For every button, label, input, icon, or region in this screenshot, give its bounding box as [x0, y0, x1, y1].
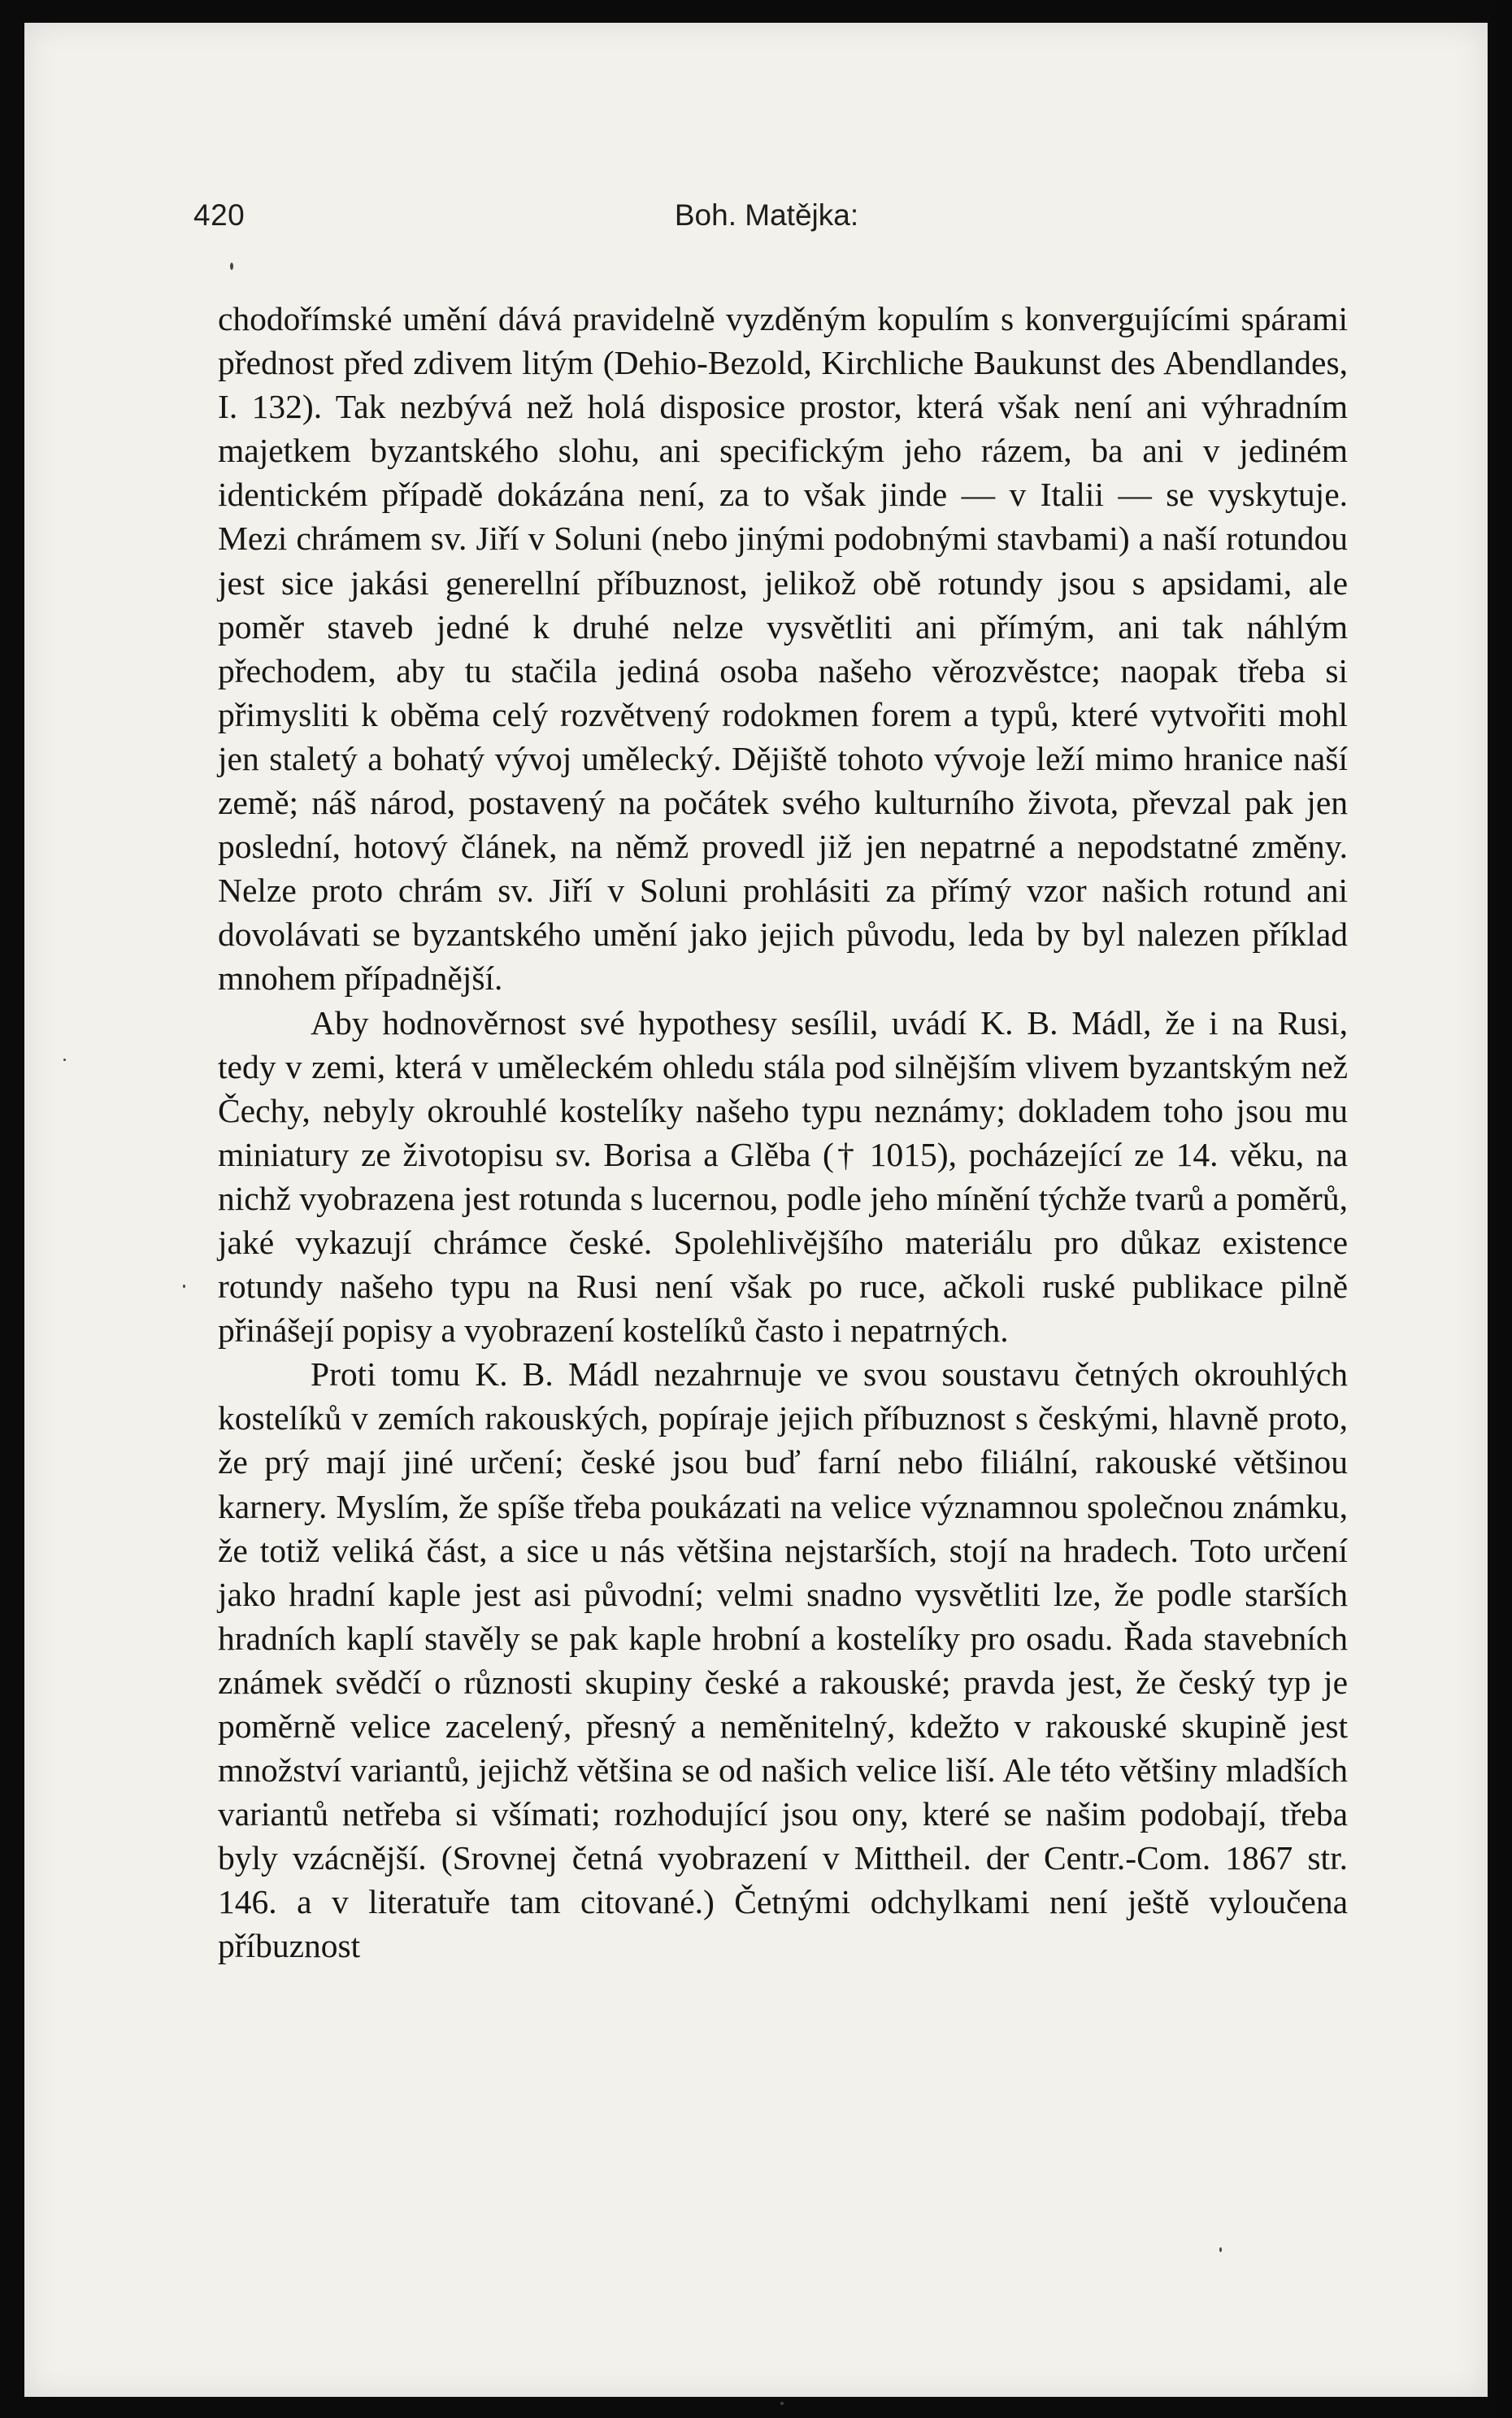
page-number: 420: [193, 198, 245, 232]
page-header: [193, 198, 1340, 247]
paragraph-2: Aby hodnověrnost své hypothesy sesílil, uvádí K. B. Mádl, že i na Rusi, tedy v zemi, která v uměleckém ohledu stála pod silnějším vlivem byzantským než Čechy, nebyly okrouhlé kostelíky našeho typu neznámy; dokladem toho jsou mu miniatury ze životopisu sv. Borisa a Glěba († 1015), pocházející ze 14. věku, na nichž vyobrazena jest rotunda s lucernou, podle jeho mínění týchže tvarů a poměrů, jaké vykazují chrámce české. Spolehlivějšího materiálu pro důkaz existence rotundy našeho typu na Rusi není však po ruce, ačkoli ruské publikace pilně přinášejí popisy a vyobrazení kostelíků často i nepatrných.: [218, 1003, 1348, 1350]
dust-speck: [230, 263, 233, 270]
dust-speck: [183, 1285, 185, 1288]
running-head: Boh. Matějka:: [674, 198, 859, 232]
paragraph-3: Proti tomu K. B. Mádl nezahrnuje ve svou soustavu četných okrouhlých kostelíků v zemích rakouských, popíraje jejich příbuznost s českými, hlavně proto, že prý mají jiné určení; české jsou buď farní nebo filiální, rakouské většinou karnery. Myslím, že spíše třeba poukázati na velice významnou společnou známku, že totiž veliká část, a sice u nás většina nejstarších, stojí na hradech. Toto určení jako hradní kaple jest asi původní; velmi snadno vysvětliti lze, že podle starších hradních kaplí stavěly se pak kaple hrobní a kostelíky pro osadu. Řada stavebních známek svědčí o různosti skupiny české a rakouské; pravda jest, že český typ je poměrně velice zacelený, přesný a neměnitelný, kdežto v rakouské skupině jest množství variantů, jejichž většina se od našich velice liší. Ale této většiny mladších variantů netřeba si všímati; rozhodující jsou ony, které se našim podobají, třeba byly vzácnější. (Srovnej četná vyobrazení v Mittheil. der Centr.-Com. 1867 str. 146. a v literatuře tam citované.) Četnými odchylkami není ještě vyloučena příbuznost: [218, 1355, 1348, 1965]
scan-edge-shadow: [1496, 0, 1512, 2418]
body-text: [218, 297, 1348, 1968]
dust-speck: [63, 1059, 66, 1061]
dust-speck: [1219, 2247, 1222, 2252]
dust-speck: [780, 2402, 784, 2405]
paragraph-1: chodořímské umění dává pravidelně vyzděným kopulím s konvergujícími spárami přednost před zdivem litým (Dehio-Bezold, Kirchliche Baukunst des Abendlandes, I. 132). Tak nezbývá než holá disposice prostor, která však není ani výhradním majetkem byzantského slohu, ani specifickým jeho rázem, ba ani v jediném identickém případě dokázána není, za to však jinde — v Italii — se vyskytuje. Mezi chrámem sv. Jiří v Soluni (nebo jinými podobnými stavbami) a naší rotundou jest sice jakási generellní příbuznost, jelikož obě rotundy jsou s apsidami, ale poměr staveb jedné k druhé nelze vysvětliti ani přímým, ani tak náhlým přechodem, aby tu stačila jediná osoba našeho věrozvěstce; naopak třeba si přimysliti k oběma celý rozvětvený rodokmen forem a typů, které vytvořiti mohl jen staletý a bohatý vývoj umělecký. Dějiště tohoto vývoje leží mimo hranice naší země; náš národ, postavený na počátek svého kulturního života, převzal pak jen poslední, hotový článek, na němž provedl již jen nepatrné a nepodstatné změny. Nelze proto chrám sv. Jiří v Soluni prohlásiti za přímý vzor našich rotund ani dovolávati se byzantského umění jako jejich původu, leda by byl nalezen příklad mnohem případnější.: [218, 300, 1348, 998]
